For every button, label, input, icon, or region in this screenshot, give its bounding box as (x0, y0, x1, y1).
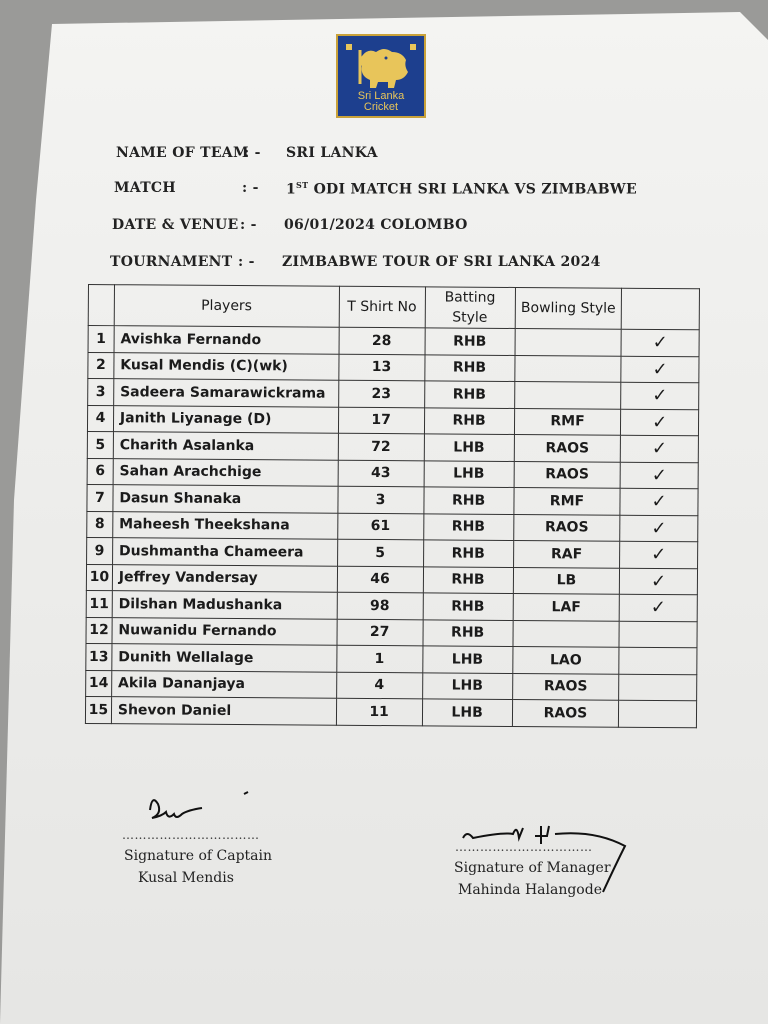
row-number: 14 (86, 670, 112, 697)
captain-name: Kusal Mendis (138, 870, 234, 886)
header-batting-style: Batting Style (425, 287, 515, 329)
captain-signature (140, 790, 260, 830)
tshirt-number: 1 (336, 645, 422, 672)
date-venue-value: 06/01/2024 COLOMBO (284, 217, 468, 233)
row-number: 11 (86, 590, 112, 617)
row-number: 10 (86, 564, 112, 591)
logo-line-1: Sri Lanka (357, 90, 405, 102)
player-name: Akila Dananjaya (111, 670, 336, 698)
bowling-style (514, 381, 621, 408)
selection-check (619, 621, 697, 648)
row-number: 1 (88, 326, 114, 353)
row-number: 12 (86, 617, 112, 644)
tshirt-number: 17 (338, 407, 424, 434)
selection-check (619, 647, 697, 674)
player-name: Dasun Shanaka (113, 485, 338, 513)
tournament-separator: : - (238, 254, 255, 270)
bowling-style: RMF (514, 408, 621, 435)
selection-check: ✓ (621, 329, 699, 356)
team-name-row (116, 145, 596, 165)
row-number: 7 (87, 484, 113, 511)
player-name: Dunith Wellalage (112, 644, 337, 672)
row-number: 9 (87, 537, 113, 564)
player-name: Shevon Daniel (111, 697, 336, 725)
batting-style: RHB (424, 407, 514, 434)
team-name-label: NAME OF TEAM (116, 145, 249, 161)
batting-style: RHB (423, 513, 513, 540)
tournament-row (110, 254, 610, 274)
selection-check: ✓ (621, 356, 699, 383)
bowling-style (515, 328, 622, 355)
batting-style: RHB (423, 619, 513, 646)
tshirt-number: 27 (337, 619, 423, 646)
bowling-style: RAOS (512, 699, 619, 726)
team-name-value: SRI LANKA (286, 145, 378, 161)
team-name-separator: : - (244, 145, 261, 161)
batting-style: RHB (423, 487, 513, 514)
tshirt-number: 43 (338, 460, 424, 487)
tshirt-number: 46 (337, 566, 423, 593)
player-name: Maheesh Theekshana (113, 511, 338, 539)
batting-style: LHB (422, 699, 512, 726)
selection-check: ✓ (619, 594, 697, 621)
tshirt-number: 72 (338, 433, 424, 460)
table-row (85, 696, 696, 727)
player-name: Kusal Mendis (C)(wk) (114, 352, 339, 380)
selection-check: ✓ (620, 541, 698, 568)
batting-style: LHB (424, 434, 514, 461)
date-venue-separator: : - (240, 217, 257, 233)
player-name: Janith Liyanage (D) (113, 405, 338, 433)
match-separator: : - (242, 180, 259, 196)
captain-signature-title: Signature of Captain (124, 848, 273, 864)
selection-check: ✓ (621, 435, 699, 462)
table-row (88, 352, 699, 383)
batting-style: RHB (423, 540, 513, 567)
table-row (88, 326, 699, 357)
selection-check (619, 674, 697, 701)
header-players: Players (114, 285, 339, 328)
player-name: Nuwanidu Fernando (112, 617, 337, 645)
batting-style: RHB (423, 566, 513, 593)
selection-check: ✓ (621, 409, 699, 436)
player-name: Sahan Arachchige (113, 458, 338, 486)
squad-table (85, 284, 700, 728)
player-name: Charith Asalanka (113, 432, 338, 460)
bowling-style: RAF (513, 540, 620, 567)
table-header-row (88, 285, 699, 330)
header-selected (621, 288, 699, 330)
batting-style: LHB (422, 646, 512, 673)
batting-style: RHB (424, 381, 514, 408)
batting-style: RHB (423, 593, 513, 620)
batting-style: LHB (422, 672, 512, 699)
player-name: Dilshan Madushanka (112, 591, 337, 619)
bowling-style (514, 355, 621, 382)
logo-line-2: Cricket (363, 101, 399, 113)
row-number: 6 (87, 458, 113, 485)
row-number: 3 (88, 379, 114, 406)
header-bowling-style: Bowling Style (515, 287, 622, 329)
tshirt-number: 13 (338, 354, 424, 381)
match-row (114, 180, 637, 200)
bowling-style: RAOS (512, 673, 619, 700)
sri-lanka-cricket-logo (336, 34, 426, 118)
bowling-style: RAOS (513, 514, 620, 541)
selection-check: ✓ (620, 568, 698, 595)
player-name: Jeffrey Vandersay (112, 564, 337, 592)
row-number: 15 (85, 696, 111, 723)
row-number: 5 (87, 431, 113, 458)
bowling-style: LAF (513, 593, 620, 620)
tshirt-number: 5 (337, 539, 423, 566)
batting-style: LHB (424, 460, 514, 487)
selection-check (619, 700, 697, 727)
selection-check: ✓ (620, 488, 698, 515)
tournament-label: TOURNAMENT (110, 254, 233, 270)
row-number: 13 (86, 643, 112, 670)
player-name: Dushmantha Chameera (112, 538, 337, 566)
header-num (88, 285, 114, 326)
bowling-style: LB (513, 567, 620, 594)
bowling-style: RAOS (514, 434, 621, 461)
tournament-value: ZIMBABWE TOUR OF SRI LANKA 2024 (282, 254, 601, 270)
bowling-style: RMF (514, 487, 621, 514)
tshirt-number: 23 (338, 380, 424, 407)
player-name: Avishka Fernando (114, 326, 339, 354)
row-number: 2 (88, 352, 114, 379)
tshirt-number: 28 (339, 327, 425, 354)
batting-style: RHB (425, 328, 515, 355)
selection-check: ✓ (621, 382, 699, 409)
manager-signature-line: …………………………… (455, 840, 593, 854)
captain-signature-line: …………………………… (122, 828, 260, 842)
tshirt-number: 98 (337, 592, 423, 619)
date-venue-row (112, 217, 612, 237)
bowling-style (513, 620, 620, 647)
tshirt-number: 4 (336, 672, 422, 699)
tshirt-number: 3 (338, 486, 424, 513)
player-name: Sadeera Samarawickrama (114, 379, 339, 407)
row-number: 4 (87, 405, 113, 432)
manager-signature-title: Signature of Manager (454, 860, 611, 876)
match-value: 1ST ODI MATCH SRI LANKA VS ZIMBABWE (286, 180, 637, 198)
selection-check: ✓ (620, 515, 698, 542)
selection-check: ✓ (620, 462, 698, 489)
bowling-style: RAOS (514, 461, 621, 488)
tshirt-number: 11 (336, 698, 422, 725)
bowling-style: LAO (512, 646, 619, 673)
batting-style: RHB (424, 354, 514, 381)
date-venue-label: DATE & VENUE (112, 217, 239, 233)
header-tshirt: T Shirt No (339, 286, 425, 328)
row-number: 8 (87, 511, 113, 538)
manager-name: Mahinda Halangode (458, 882, 602, 898)
tshirt-number: 61 (337, 513, 423, 540)
match-label: MATCH (114, 180, 176, 196)
